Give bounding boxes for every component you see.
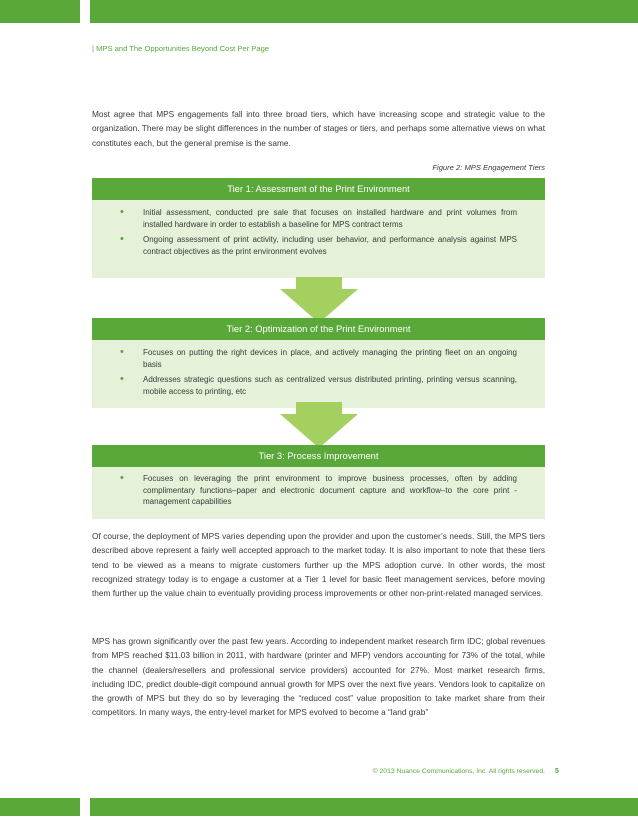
tier-3-title: Tier 3: Process Improvement: [92, 445, 545, 467]
list-item: • Ongoing assessment of print activity, including user behavior, and performance analysis against MPS contract objectives as the print environment evolves: [120, 233, 517, 257]
bullet-icon: •: [120, 233, 124, 246]
tier-2-body: [92, 340, 545, 408]
intro-paragraph: Most agree that MPS engagements fall into three broad tiers, which have increasing scope and strategic value to the organization. There may be slight differences in the number of stages or tiers, and perhaps some alternative views on what constitutes each, but the general premise is the same.: [92, 109, 545, 148]
list-item: • Focuses on putting the right devices in place, and actively managing the printing fleet on an ongoing basis: [120, 346, 517, 369]
tier-2-title: Tier 2: Optimization of the Print Environment: [92, 318, 545, 340]
down-arrow-icon: [280, 277, 358, 323]
down-arrow-icon: [280, 402, 358, 448]
list-item: • Initial assessment, conducted pre sale that focuses on installed hardware and print volumes from installed hardware in order to establish a baseline for MPS contract terms: [120, 206, 517, 229]
bullet-icon: •: [120, 346, 124, 358]
bottom-color-bar: [0, 798, 638, 816]
list-item: • Focuses on leveraging the print environment to improve business processes, often by adding complimentary functions–paper and electronic document capture and workflow–to the core print -management capabilities: [120, 472, 517, 507]
tier-1-title: Tier 1: Assessment of the Print Environment: [92, 178, 545, 200]
top-color-bar: [0, 0, 638, 23]
tier-1-body: [92, 200, 545, 278]
body-paragraph-2: MPS has grown significantly over the past few years. According to independent market research firm IDC; global revenues from MPS reached $11.03 billion in 2011, with hardware (printer and MFP) vendors accounting for 73% of the total, while the channel (dealers/resellers and professional service providers) accounted for 27%. Most market research firms, including IDC, predict double-digit compound annual growth for MPS over the next five years. Vendors look to capitalize on the growth of MPS but they do so by leveraging the “reduced cost” value proposition to take market share from their competitors. In many ways, the entry-level market for MPS evolved to become a “land grab”: [92, 636, 545, 718]
figure-caption: Figure 2: MPS Engagement Tiers: [432, 163, 545, 172]
bullet-icon: •: [120, 373, 124, 386]
copyright-footer: © 2013 Nuance Communications, Inc. All rights reserved.: [372, 768, 545, 775]
list-item: • Addresses strategic questions such as centralized versus distributed printing, printing versus scanning, mobile access to printing, etc: [120, 373, 517, 397]
body-paragraph-1: Of course, the deployment of MPS varies depending upon the provider and upon the customer’s needs. Still, the MPS tiers described above represent a fairly well accepted approach to the market today. It is also important to note that these tiers tend to be viewed as a means to migrate customers further up the MPS adoption curve. In other words, the most recognized strategy today is to engage a customer at a Tier 1 level for basic fleet management services, before moving them further up the value chain to eventually providing process improvements or other non-print-related managed services.: [92, 531, 545, 599]
bullet-icon: •: [120, 206, 124, 218]
tier-3-body: [92, 467, 545, 519]
page-number: 5: [555, 768, 559, 775]
bullet-icon: •: [120, 472, 124, 484]
running-header: | MPS and The Opportunities Beyond Cost Per Page: [92, 44, 270, 53]
